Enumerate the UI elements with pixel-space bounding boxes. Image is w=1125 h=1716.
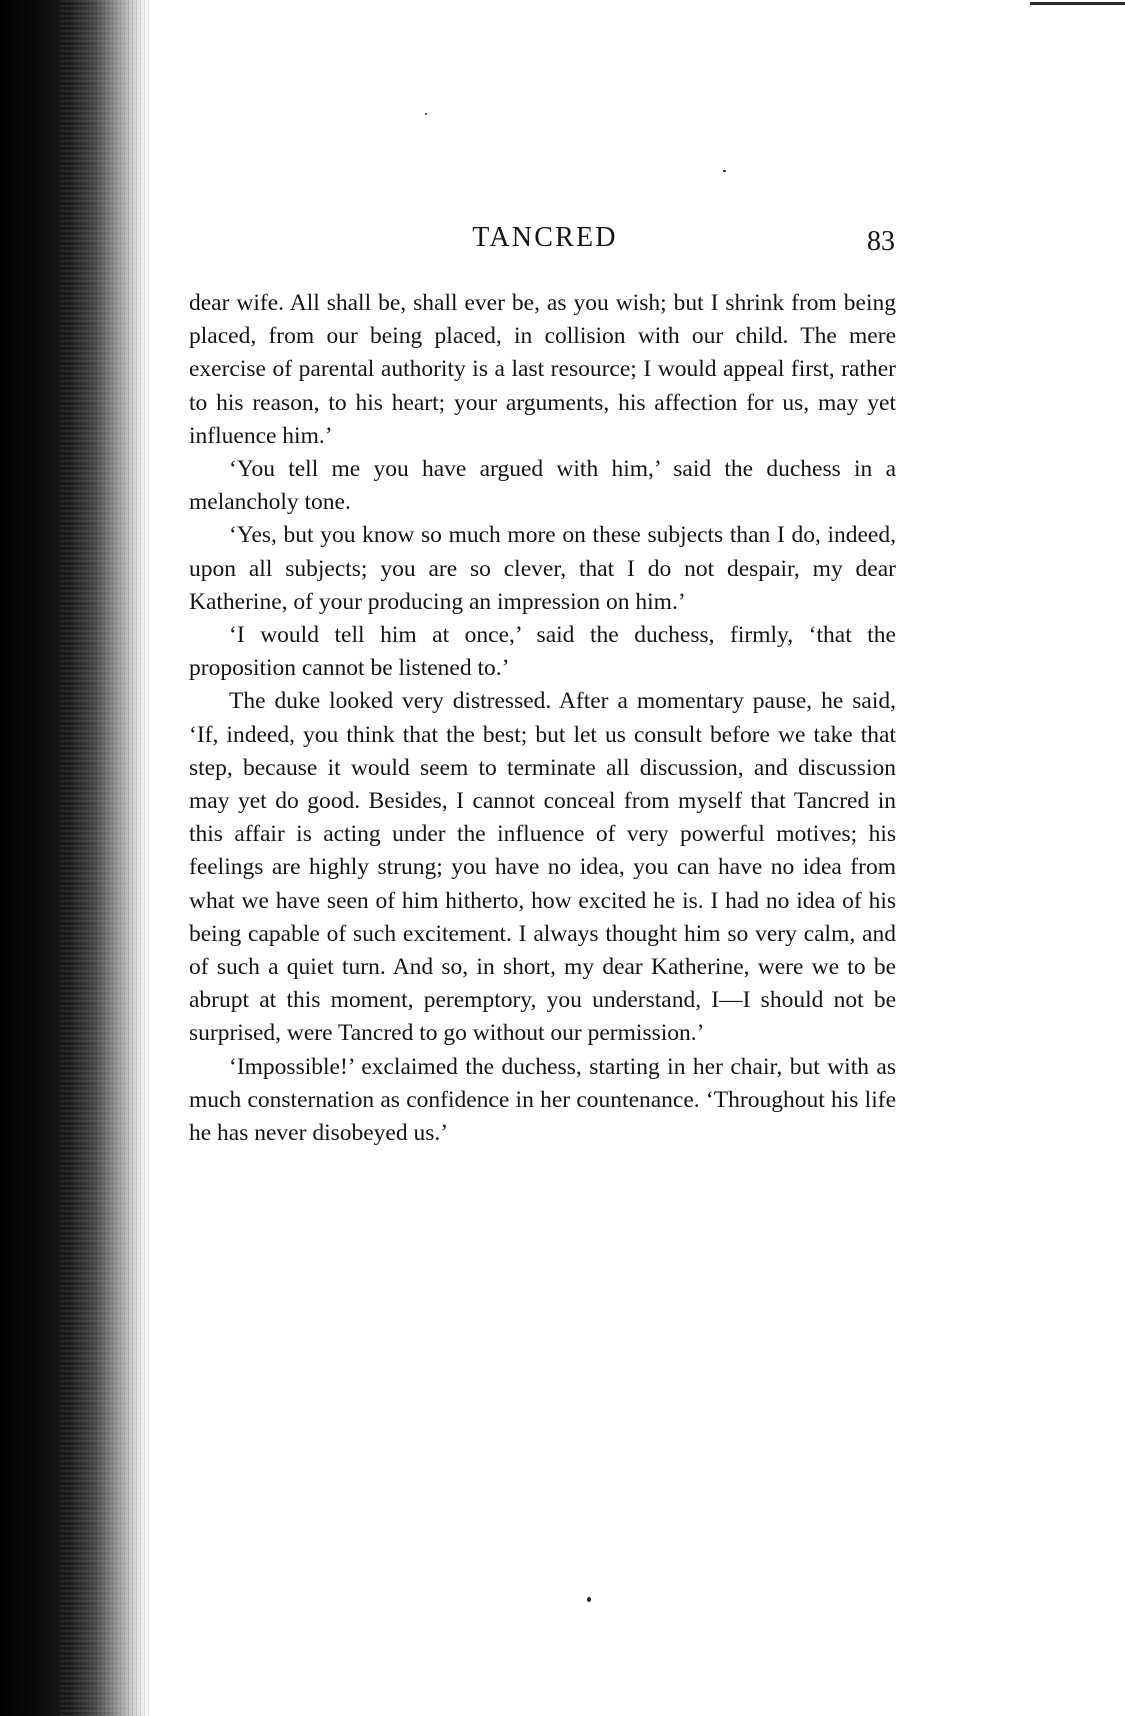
page-body [189, 287, 896, 1150]
page-number: 83 [867, 226, 895, 257]
paragraph: The duke looked very distressed. After a momentary pause, he said, ‘If, indeed, you think that the best; but let us consult before we take that step, because it would seem to terminate all discussion, and discussion may yet do good. Besides, I cannot conceal from myself that Tancred in this affair is acting under the influence of very powerful motives; his feelings are highly strung; you have no idea, you can have no idea from what we have seen of him hitherto, how excited he is. I had no idea of his being capable of such excitement. I always thought him so very calm, and of such a quiet turn. And so, in short, my dear Katherine, were we to be abrupt at this moment, peremptory, you understand, I—I should not be surprised, were Tancred to go without our permission.’ [189, 688, 896, 1047]
ink-speck [425, 113, 427, 115]
ink-speck [587, 1597, 591, 1602]
paragraph: ‘I would tell him at once,’ said the duchess, firmly, ‘that the proposition cannot be listened to.’ [189, 622, 896, 682]
page-header [187, 222, 903, 262]
paragraph: ‘Impossible!’ exclaimed the duchess, starting in her chair, but with as much consternation as confidence in her countenance. ‘Throughout his life he has never disobeyed us.’ [189, 1053, 896, 1147]
running-title: TANCRED [472, 222, 618, 253]
binding-gutter-texture [60, 0, 150, 1716]
scan-edge-mark [1030, 2, 1125, 5]
paragraph: ‘You tell me you have argued with him,’ said the duchess in a melancholy tone. [189, 456, 896, 516]
paragraph: ‘Yes, but you know so much more on these subjects than I do, indeed, upon all subjects; you are so clever, that I do not despair, my dear Katherine, of your producing an impression on him.’ [189, 522, 896, 615]
paragraph: dear wife. All shall be, shall ever be, as you wish; but I shrink from being placed, from our being placed, in collision with our child. The mere exercise of parental authority is a last resource; I would appeal first, rather to his reason, to his heart; your arguments, his affection for us, may yet influence him.’ [189, 290, 896, 449]
ink-speck [723, 170, 726, 172]
